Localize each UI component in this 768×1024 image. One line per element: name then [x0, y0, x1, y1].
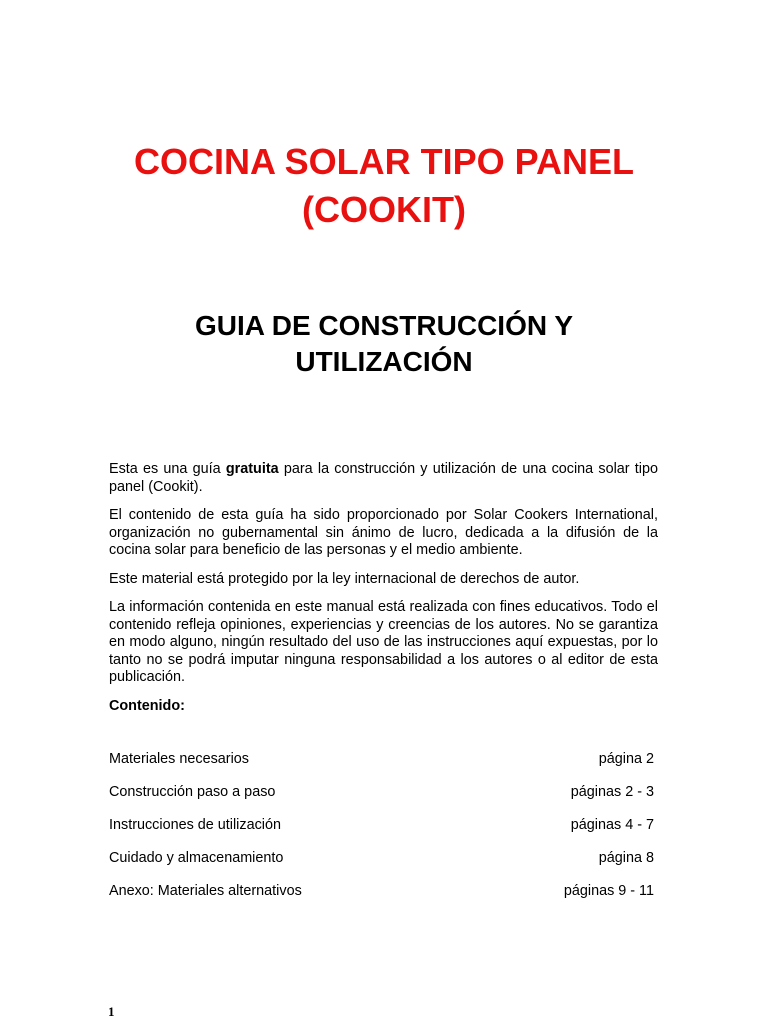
intro-p1-before: Esta es una guía [109, 461, 226, 477]
toc-item-pages: página 8 [598, 850, 654, 866]
toc-item-pages: páginas 9 - 11 [563, 883, 654, 899]
toc-item-label: Cuidado y almacenamiento [109, 850, 284, 866]
toc-row [109, 751, 654, 784]
title-line-1: COCINA SOLAR TIPO PANEL [133, 141, 634, 182]
toc-item-pages: páginas 2 - 3 [570, 784, 654, 800]
toc-row [109, 883, 654, 916]
intro-p1-bold: gratuita [225, 461, 279, 477]
intro-paragraph-1 [109, 461, 658, 496]
intro-paragraph-3: Este material está protegido por la ley internacional de derechos de autor. [109, 570, 580, 587]
subtitle-line-2: UTILIZACIÓN [295, 346, 473, 377]
subtitle-line-1: GUIA DE CONSTRUCCIÓN Y [194, 310, 574, 341]
intro-paragraph-4: La información contenida en este manual está realizada con fines educativos. Todo el contenido refleja opiniones, experiencias y creencias de los autores. No se garantiza en modo alguno, ningún resultado del uso de las instrucciones aquí expuestas, por lo tanto no se podrá imputar ninguna responsabilidad a los autores o al editor de esta publicación. [109, 599, 658, 685]
intro-paragraph-2: El contenido de esta guía ha sido proporcionado por Solar Cookers International, organización no gubernamental sin ánimo de lucro, dedicada a la difusión de la cocina solar para beneficio de las personas y el medio ambiente. [109, 507, 658, 558]
toc-item-label: Construcción paso a paso [109, 784, 276, 800]
toc-item-label: Anexo: Materiales alternativos [109, 883, 302, 899]
toc-heading: Contenido: [109, 697, 185, 714]
intro-p1-after: para la construcción y utilización de una cocina solar tipo panel (Cookit). [109, 461, 658, 495]
intro-section [109, 461, 658, 726]
title-line-2: (COOKIT) [302, 189, 466, 230]
toc-item-pages: páginas 4 - 7 [570, 817, 654, 833]
toc-row [109, 817, 654, 850]
document-title [0, 138, 768, 234]
toc-item-label: Materiales necesarios [109, 751, 249, 767]
page-number: 1 [108, 1004, 115, 1019]
toc-item-label: Instrucciones de utilización [109, 817, 281, 833]
toc-item-pages: página 2 [598, 751, 654, 767]
table-of-contents [109, 751, 654, 916]
toc-row [109, 850, 654, 883]
document-subtitle [0, 308, 768, 380]
toc-row [109, 784, 654, 817]
